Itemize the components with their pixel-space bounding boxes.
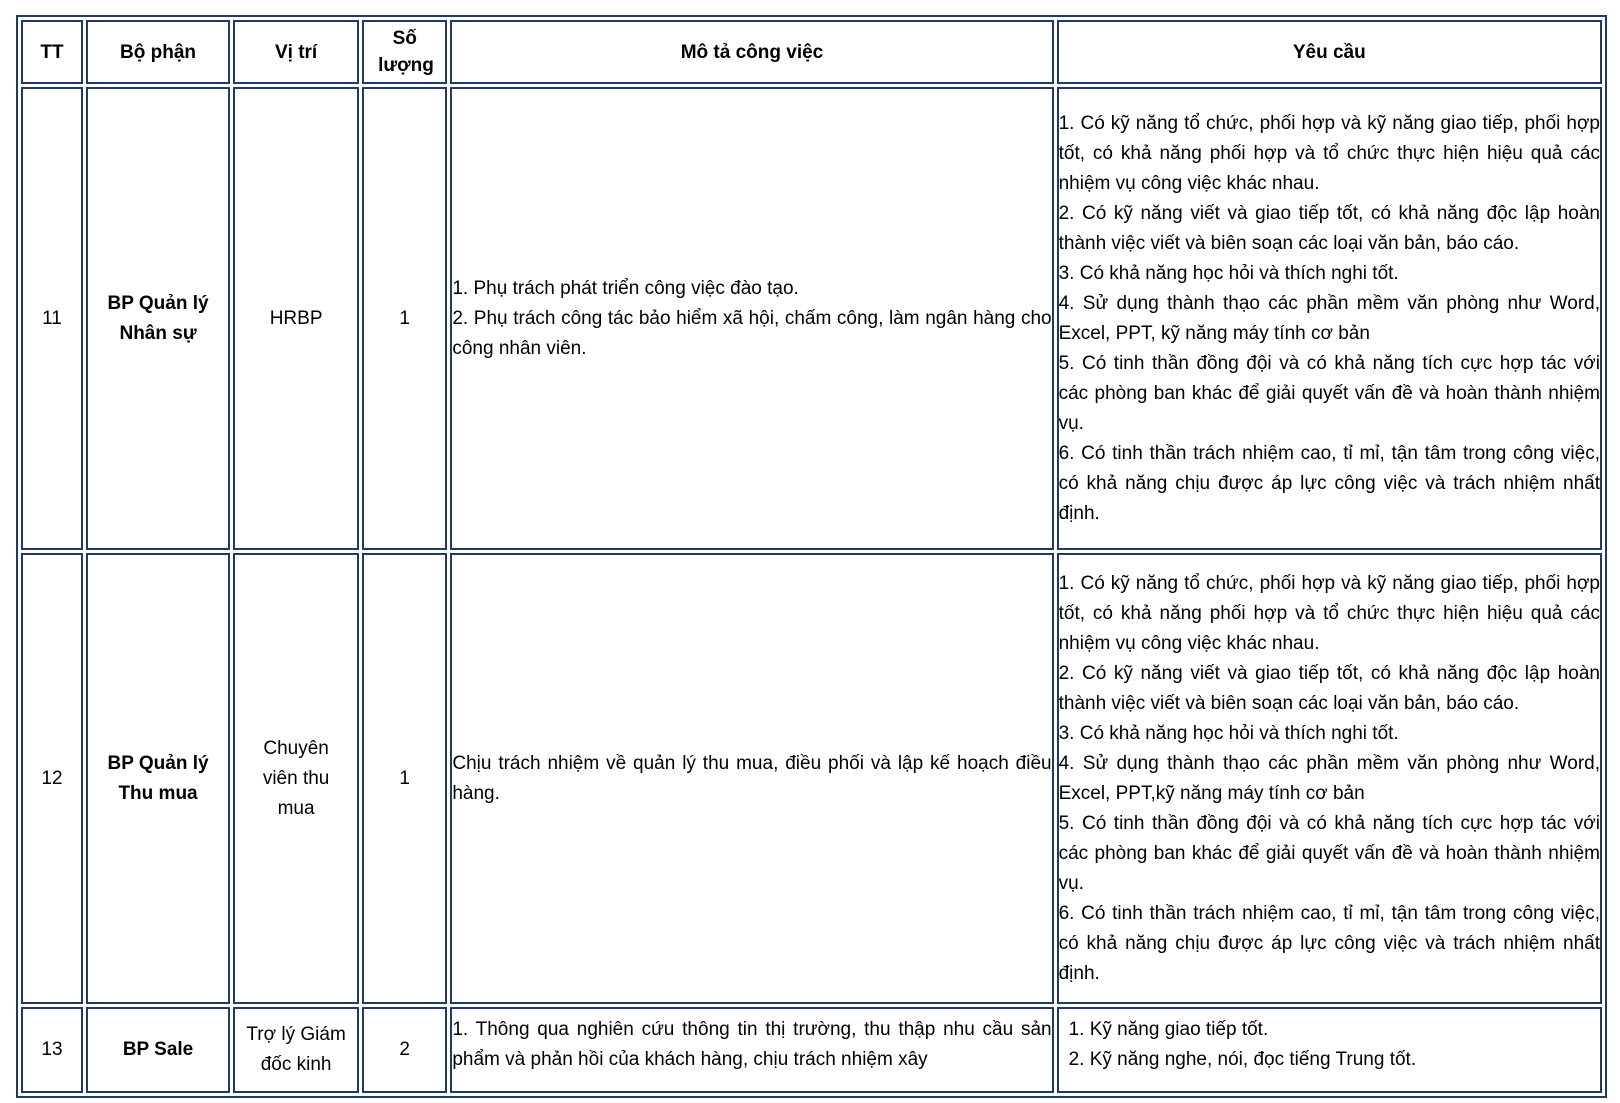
cell-desc — [450, 87, 1053, 550]
cell-desc — [450, 553, 1053, 1004]
cell-tt: 12 — [21, 553, 83, 1004]
req-line: 2. Có kỹ năng viết và giao tiếp tốt, có khả năng độc lập hoàn thành việc viết và biên soạn các loại văn bản, báo cáo. — [1058, 662, 1600, 714]
req-line: 5. Có tinh thần đồng đội và có khả năng tích cực hợp tác với các phòng ban khác để giải quyết vấn đề và hoàn thành nhiệm vụ. — [1058, 352, 1600, 434]
desc-line: Chịu trách nhiệm về quản lý thu mua, điều phối và lập kế hoạch điều hàng. — [452, 752, 1052, 804]
table-row — [21, 1007, 1602, 1093]
cell-req — [1057, 553, 1602, 1004]
cell-pos: Chuyên viên thu mua — [233, 553, 359, 1004]
cell-qty: 2 — [362, 1007, 447, 1093]
header-row — [21, 20, 1602, 84]
header-pos: Vị trí — [233, 20, 359, 84]
req-line: 6. Có tinh thần trách nhiệm cao, tỉ mỉ, tận tâm trong công việc, có khả năng chịu được áp lực công việc và trách nhiệm nhất định. — [1058, 902, 1600, 984]
req-line: 1. Kỹ năng giao tiếp tốt. — [1068, 1019, 1269, 1040]
cell-tt: 13 — [21, 1007, 83, 1093]
desc-line: 1. Thông qua nghiên cứu thông tin thị trường, thu thập nhu cầu sản phẩm và phản hồi của khách hàng, chịu trách nhiệm xây — [452, 1019, 1052, 1070]
header-desc: Mô tả công việc — [450, 20, 1053, 84]
req-line: 2. Kỹ năng nghe, nói, đọc tiếng Trung tốt. — [1068, 1049, 1417, 1070]
req-line: 6. Có tinh thần trách nhiệm cao, tỉ mỉ, tận tâm trong công việc, có khả năng chịu được áp lực công việc và trách nhiệm nhất định. — [1058, 442, 1600, 524]
cell-dept: BP Quản lý Nhân sự — [86, 87, 230, 550]
header-tt: TT — [21, 20, 83, 84]
header-req: Yêu cầu — [1057, 20, 1602, 84]
cell-pos: HRBP — [233, 87, 359, 550]
req-line: 4. Sử dụng thành thạo các phần mềm văn phòng như Word, Excel, PPT, kỹ năng máy tính cơ bản — [1058, 292, 1600, 344]
job-table-sheet — [16, 15, 1607, 1098]
cell-pos: Trợ lý Giám đốc kinh — [233, 1007, 359, 1093]
desc-line: 2. Phụ trách công tác bảo hiểm xã hội, chấm công, làm ngân hàng cho công nhân viên. — [452, 307, 1052, 359]
job-table — [16, 15, 1607, 1098]
cell-dept: BP Quản lý Thu mua — [86, 553, 230, 1004]
cell-qty: 1 — [362, 87, 447, 550]
req-line: 1. Có kỹ năng tổ chức, phối hợp và kỹ năng giao tiếp, phối hợp tốt, có khả năng phối hợp và tổ chức thực hiện hiệu quả các nhiệm vụ công việc khác nhau. — [1058, 572, 1600, 654]
cell-qty: 1 — [362, 553, 447, 1004]
header-dept: Bộ phận — [86, 20, 230, 84]
cell-req — [1057, 1007, 1602, 1093]
req-line: 4. Sử dụng thành thạo các phần mềm văn phòng như Word, Excel, PPT,kỹ năng máy tính cơ bản — [1058, 752, 1600, 804]
table-row — [21, 87, 1602, 550]
req-line: 3. Có khả năng học hỏi và thích nghi tốt. — [1058, 722, 1399, 744]
desc-line: 1. Phụ trách phát triển công việc đào tạo. — [452, 277, 799, 299]
req-line: 3. Có khả năng học hỏi và thích nghi tốt. — [1058, 262, 1399, 284]
req-line: 5. Có tinh thần đồng đội và có khả năng tích cực hợp tác với các phòng ban khác để giải quyết vấn đề và hoàn thành nhiệm vụ. — [1058, 812, 1600, 894]
header-qty: Số lượng — [362, 20, 447, 84]
table-row — [21, 553, 1602, 1004]
req-line: 2. Có kỹ năng viết và giao tiếp tốt, có khả năng độc lập hoàn thành việc viết và biên soạn các loại văn bản, báo cáo. — [1058, 202, 1600, 254]
cell-desc — [450, 1007, 1053, 1093]
cell-dept: BP Sale — [86, 1007, 230, 1093]
cell-req — [1057, 87, 1602, 550]
cell-tt: 11 — [21, 87, 83, 550]
req-line: 1. Có kỹ năng tổ chức, phối hợp và kỹ năng giao tiếp, phối hợp tốt, có khả năng phối hợp và tổ chức thực hiện hiệu quả các nhiệm vụ công việc khác nhau. — [1058, 112, 1600, 194]
